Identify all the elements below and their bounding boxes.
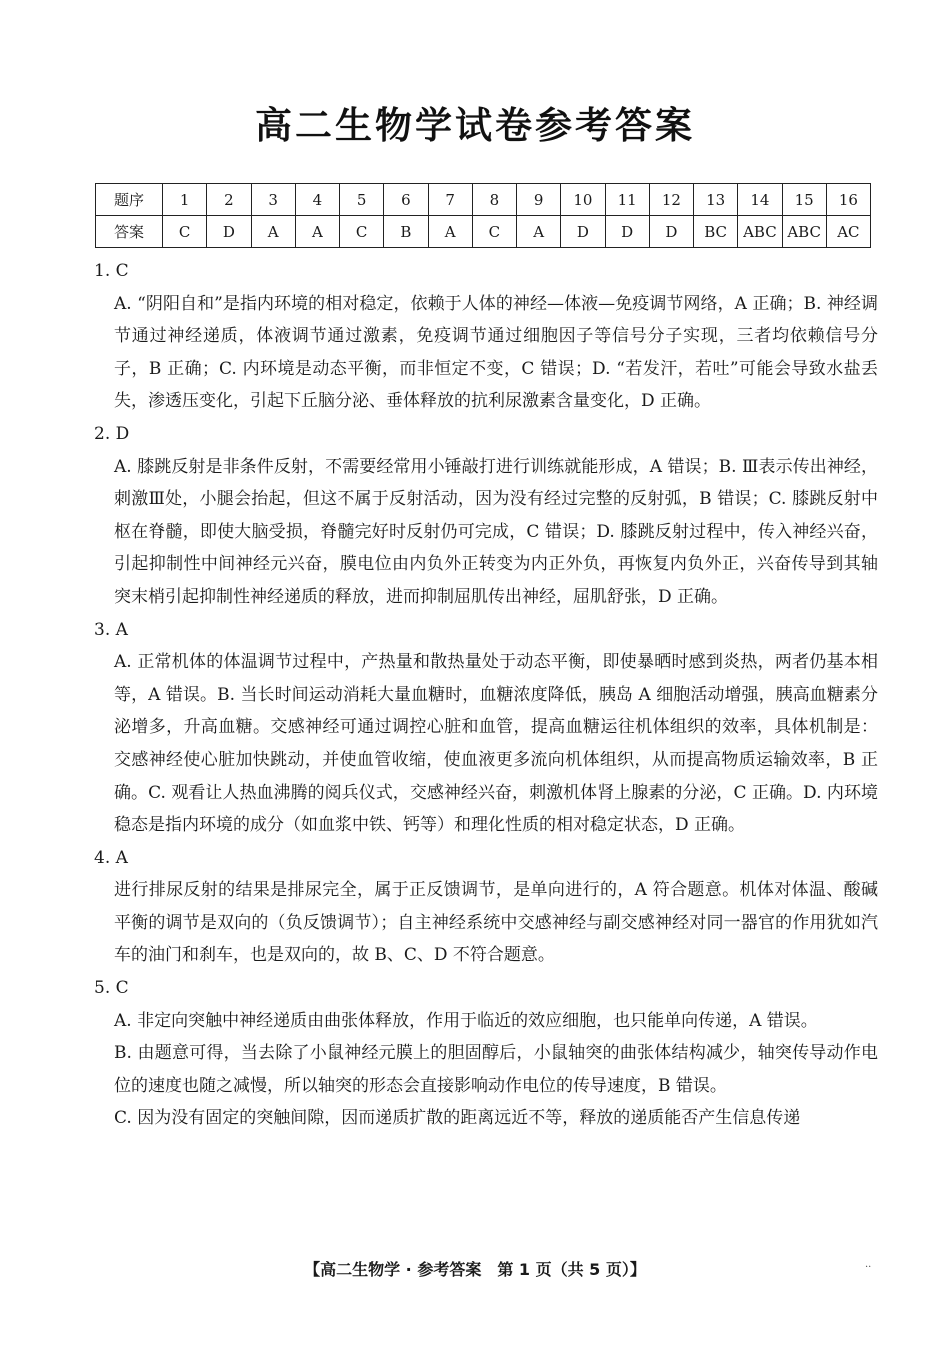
page-title: 高二生物学试卷参考答案 bbox=[255, 104, 695, 147]
question-answer-heading: 3. A bbox=[94, 619, 128, 640]
question-number-cell: 4 bbox=[295, 184, 339, 216]
answer-cell: D bbox=[649, 216, 693, 248]
question-number-row bbox=[96, 184, 871, 216]
answer-cell: BC bbox=[694, 216, 738, 248]
answer-cell: D bbox=[605, 216, 649, 248]
row-header-answer: 答案 bbox=[96, 216, 163, 248]
question-answer-heading: 2. D bbox=[94, 423, 130, 444]
question-block bbox=[94, 255, 878, 418]
explanation-paragraph: A. 非定向突触中神经递质由曲张体释放，作用于临近的效应细胞，也只能单向传递，A 错误。 bbox=[114, 1010, 818, 1031]
answer-cell: C bbox=[472, 216, 516, 248]
question-number-cell: 10 bbox=[561, 184, 605, 216]
explanation-paragraph: A. “阴阳自和”是指内环境的相对稳定，依赖于人体的神经—体液—免疫调节网络，A 正确；B. 神经调节通过神经递质，体液调节通过激素，免疫调节通过细胞因子等信号分子实现，三者均依赖信号分子，B 正确；C. 内环境是动态平衡，而非恒定不变，C 错误；D. “若发汗，若吐”可能会导致水盐丢失，渗透压变化，引起下丘脑分泌、垂体释放的抗利尿激素含量变化，D 正确。 bbox=[114, 293, 878, 412]
question-number-cell: 2 bbox=[207, 184, 251, 216]
answer-cell: AC bbox=[826, 216, 870, 248]
question-answer-heading: 1. C bbox=[94, 261, 129, 281]
question-answer-heading: 4. A bbox=[94, 847, 128, 868]
explanation-paragraph: B. 由题意可得，当去除了小鼠神经元膜上的胆固醇后，小鼠轴突的曲张体结构减少，轴突传导动作电位的速度也随之减慢，所以轴突的形态会直接影响动作电位的传导速度，B 错误。 bbox=[114, 1043, 878, 1096]
question-number-cell: 5 bbox=[340, 184, 384, 216]
answer-cell: D bbox=[207, 216, 251, 248]
answer-cell: A bbox=[251, 216, 295, 248]
answer-table bbox=[95, 183, 871, 248]
question-number-cell: 1 bbox=[163, 184, 207, 216]
answer-cell: ABC bbox=[782, 216, 826, 248]
answer-cell: A bbox=[295, 216, 339, 248]
explanation-paragraph: 进行排尿反射的结果是排尿完全，属于正反馈调节，是单向进行的，A 符合题意。机体对体温、酸碱平衡的调节是双向的（负反馈调节）；自主神经系统中交感神经与副交感神经对同一器官的作用犹如汽车的油门和刹车，也是双向的，故 B、C、D 不符合题意。 bbox=[114, 880, 878, 966]
question-number-cell: 11 bbox=[605, 184, 649, 216]
answer-cell: D bbox=[561, 216, 605, 248]
answer-cell: ABC bbox=[738, 216, 782, 248]
answer-cell: C bbox=[340, 216, 384, 248]
question-number-cell: 14 bbox=[738, 184, 782, 216]
explanation-paragraph: A. 膝跳反射是非条件反射，不需要经常用小锤敲打进行训练就能形成，A 错误；B. Ⅲ表示传出神经，刺激Ⅲ处，小腿会抬起，但这不属于反射活动，因为没有经过完整的反射弧，B 错误；C. 膝跳反射中枢在脊髓，即使大脑受损，脊髓完好时反射仍可完成，C 错误；D. 膝跳反射过程中，传入神经兴奋，引起抑制性中间神经元兴奋，膜电位由内负外正转变为内正外负，再恢复内负外正，兴奋传导到其轴突末梢引起抑制性神经递质的释放，进而抑制屈肌传出神经，屈肌舒张，D 正确。 bbox=[114, 456, 878, 607]
question-number-cell: 16 bbox=[826, 184, 870, 216]
answer-row bbox=[96, 216, 871, 248]
question-number-cell: 6 bbox=[384, 184, 428, 216]
answer-cell: B bbox=[384, 216, 428, 248]
explanation-paragraph: C. 因为没有固定的突触间隙，因而递质扩散的距离远近不等，释放的递质能否产生信息传递 bbox=[114, 1108, 801, 1129]
explanation-paragraph: A. 正常机体的体温调节过程中，产热量和散热量处于动态平衡，即使暴晒时感到炎热，两者仍基本相等，A 错误。B. 当长时间运动消耗大量血糖时，血糖浓度降低，胰岛 A 细胞活动增强，胰高血糖素分泌增多，升高血糖。交感神经可通过调控心脏和血管，提高血糖运往机体组织的效率，具体机制是：交感神经使心脏加快跳动，并使血管收缩，使血液更多流向机体组织，从而提高物质运输效率，B 正确。C. 观看让人热血沸腾的阅兵仪式，交感神经兴奋，刺激机体肾上腺素的分泌，C 正确。D. 内环境稳态是指内环境的成分（如血浆中铁、钙等）和理化性质的相对稳定状态，D 正确。 bbox=[114, 652, 878, 836]
answer-cell: C bbox=[163, 216, 207, 248]
question-block bbox=[94, 418, 878, 614]
question-number-cell: 13 bbox=[694, 184, 738, 216]
question-number-cell: 3 bbox=[251, 184, 295, 216]
row-header-number: 题序 bbox=[96, 184, 163, 216]
page-footer: 【高二生物学 · 参考答案 第 1 页（共 5 页）】 bbox=[304, 1260, 646, 1279]
question-block bbox=[94, 842, 878, 972]
question-number-cell: 7 bbox=[428, 184, 472, 216]
question-answer-heading: 5. C bbox=[94, 978, 129, 999]
question-block bbox=[94, 972, 878, 1135]
question-number-cell: 9 bbox=[517, 184, 561, 216]
answer-cell: A bbox=[428, 216, 472, 248]
question-number-cell: 8 bbox=[472, 184, 516, 216]
question-number-cell: 15 bbox=[782, 184, 826, 216]
explanations bbox=[94, 255, 878, 1135]
question-block bbox=[94, 614, 878, 842]
answer-cell: A bbox=[517, 216, 561, 248]
question-number-cell: 12 bbox=[649, 184, 693, 216]
footer-mark: ·· bbox=[865, 1262, 872, 1273]
